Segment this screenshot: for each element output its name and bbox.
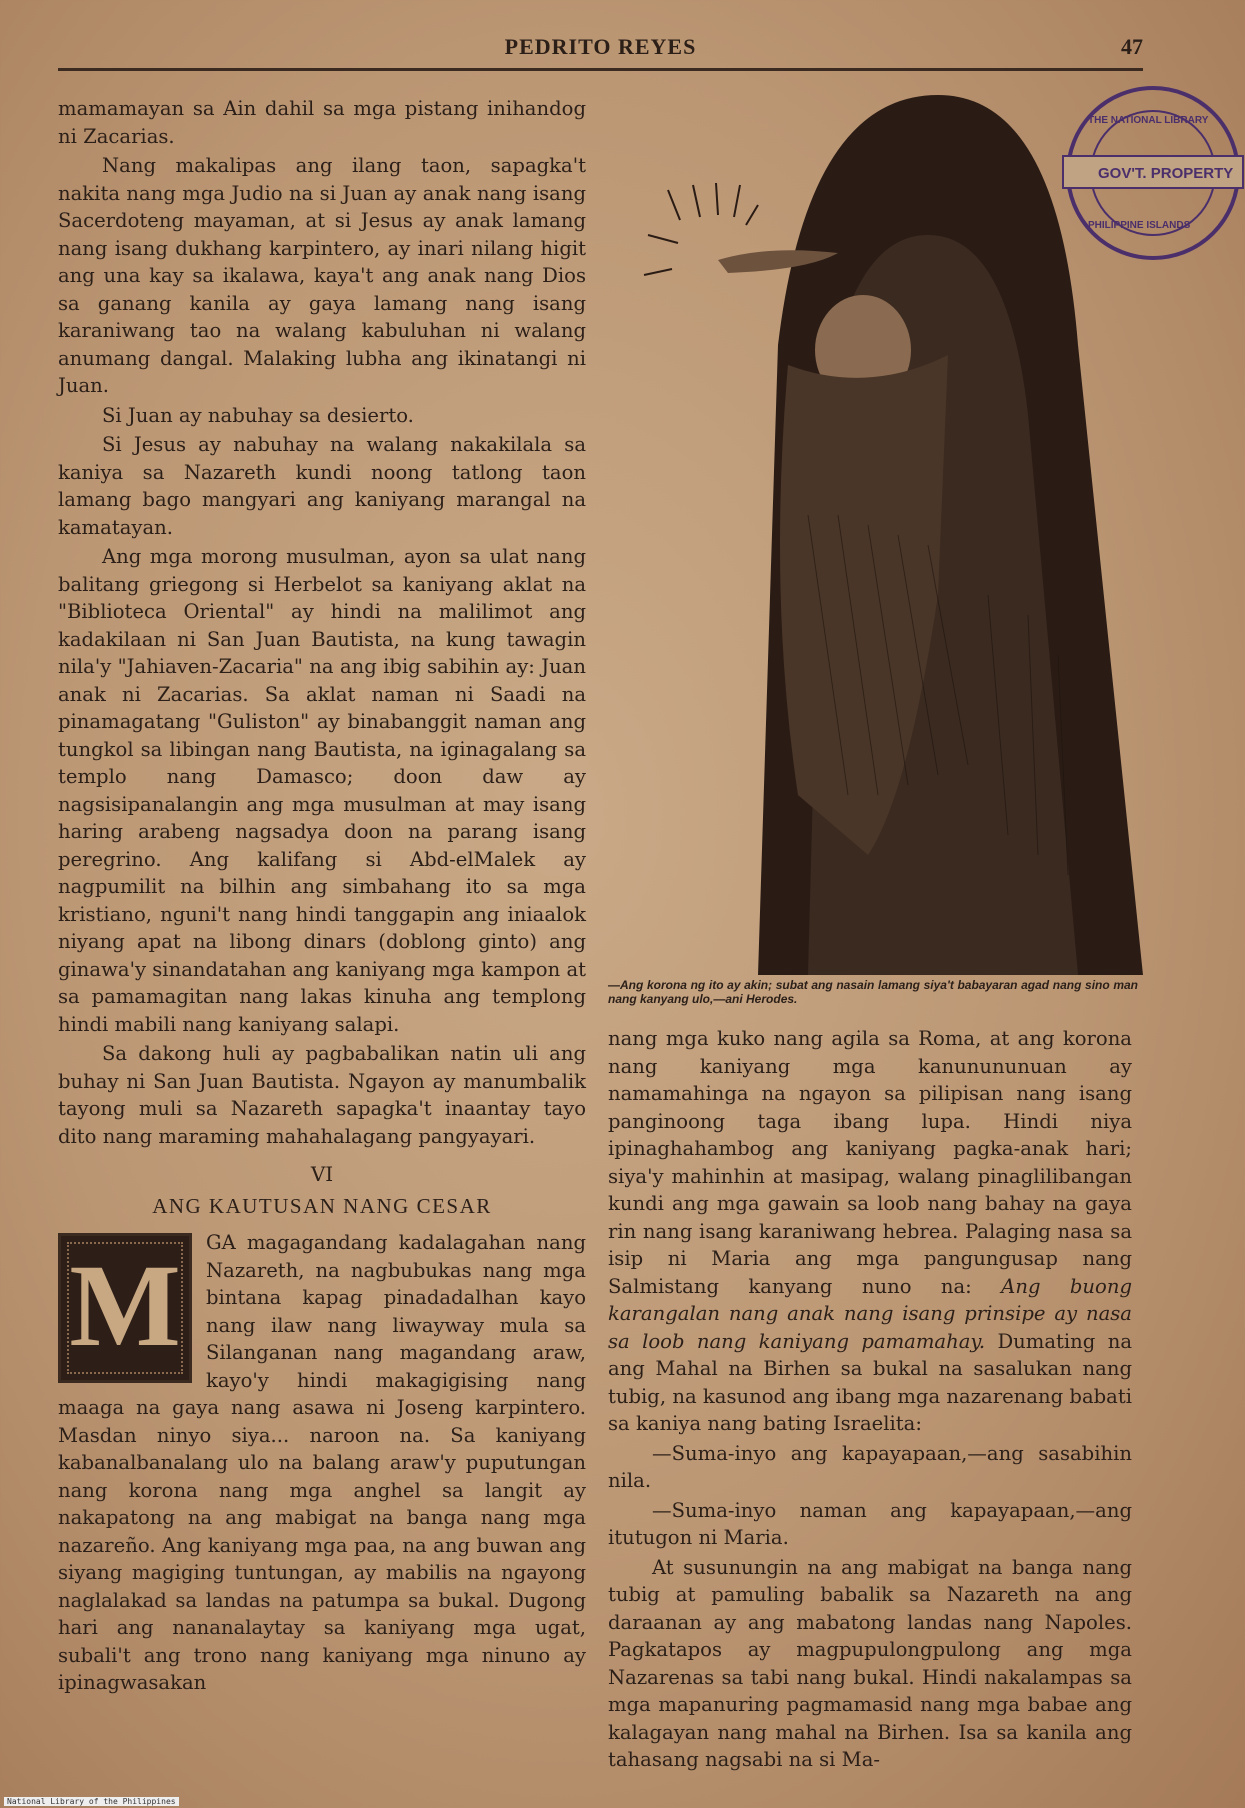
- page-number: 47: [1121, 34, 1143, 59]
- paragraph: Sa dakong huli ay pagbabalikan natin uli ang buhay ni San Juan Bautista. Ngayon ay manumbalik tayong muli sa Nazareth sapagka't inaantay tayo dito nang maraming mahahalagang pangyayari.: [58, 1042, 586, 1148]
- paragraph: At susunungin na ang mabigat na banga nang tubig at pamuling babalik sa Nazareth na ang daraanan ay ang mabatong landas nang Napoles. Pagkatapos ay magpupulongpulong ang mga Nazarenas sa tabi nang bukal. Hindi nakalampas sa mga mapanuring pagmamasid nang mga babae ang kalagayan nang mahal na Birhen. Isa sa kanila ang tahasang nagsabi na si Ma-: [608, 1555, 1132, 1771]
- ornamental-dropcap: [58, 1233, 192, 1383]
- section-number: VI: [310, 1162, 334, 1186]
- illustration-caption: —Ang korona ng ito ay akin; subat ang nasain lamang siya't babayaran agad nang sino man nang kanyang ulo,—ani Herodes.: [608, 978, 1138, 1006]
- paragraph: Ang mga morong musulman, ayon sa ulat nang balitang griegong si Herbelot sa kaniyang aklat na "Biblioteca Oriental" ay hindi na malilimot ang kadakilaan ni San Juan Bautista, na kung tawagin nila'y "Jahiaven-Zacaria" na ang ibig sabihin ay: Juan anak ni Zacarias. Sa aklat naman ni Saadi na pinamagatang "Guliston" ay binabanggit naman ang tungkol sa libingan nang Bautista, na iginagalang sa templo nang Damasco; doon daw ay nagsisipanalangin ang mga musulman at may isang haring arabeng nagsadya doon na parang isang peregrino. Ang kalifang si Abd-elMalek ay nagpumilit na bilhin ang simbahang ito sa mga kristiano, nguni't nang hindi tanggapin ang iniaalok niyang apat na libong dinars (doblong ginto) ang ginawa'y sinandatahan ang kaniyang mga kampon at sa pamamagitan nang lakas kinuha ang templong hindi mabili nang kaniyang salapi.: [58, 545, 586, 1036]
- running-title: PEDRITO REYES: [504, 34, 697, 59]
- left-column: [58, 95, 586, 1699]
- paragraph: Si Jesus ay nabuhay na walang nakakilala sa kaniya sa Nazareth kundi noong tatlong taon lamang bago mangyari ang kaniyang marangal na kamatayan.: [58, 433, 586, 539]
- psalm-quote: Ang buong karangalan nang anak nang isang prinsipe ay nasa sa loob nang kaniyang pamamahay.: [608, 1274, 1132, 1353]
- stamp-text-top: THE NATIONAL LIBRARY: [1088, 115, 1209, 126]
- dropcap-letter: M: [69, 1240, 181, 1371]
- paragraph-text: nang mga kuko nang agila sa Roma, at ang korona nang kaniyang mga kanunununuan ay namamahinga na ngayon sa pilipisan nang isang panginoong taga ibang lupa. Hindi niya ipinaghahambog ang kaniyang pagka-anak hari; siya'y mahinhin at masipag, walang pinaglilibangan kundi ang mga gawain sa loob nang bahay na gaya rin nang isang karaniwang hebrea. Palaging nasa sa isip ni Maria ang mga pangungusap nang Salmistang kanyang nuno na:: [608, 1027, 1132, 1298]
- library-stamp: [1058, 78, 1245, 268]
- paragraph: —Suma-inyo naman ang kapayapaan,—ang itutugon ni Maria.: [608, 1498, 1132, 1549]
- paragraph-text: Dumating na ang Mahal na Birhen sa bukal na sasalukan nang tubig, na kasunod ang ibang mga nazarenang babati sa kaniya nang bating Israelita:: [608, 1329, 1132, 1435]
- page-header: [58, 30, 1143, 70]
- paragraph: GA magagandang kadalagahan nang Nazareth, na nagbubukas nang mga bintana kapag pinadadalhan kayo nang ilaw nang liwayway mula sa Silanganan nang magandang araw, kayo'y hindi makagigising nang maaga na gaya nang asawa ni Joseng karpintero. Masdan ninyo siya... naroon na. Sa kaniyang kabanalbanalang ulo na balang araw'y puputungan nang korona nang mga anghel sa langit ay nakapatong na ang mabigat na banga nang mga nazareño. Ang kaniyang mga paa, na ang buwan ang siyang magiging tuntungan, ay mabilis na ngayong naglalakad sa landas na patumpa sa bukal. Dugong hari ang nananalaytay sa kaniyang mga ugat, subali't ang trono nang kaniyang mga ninuno ay ipinagwasakan: [58, 1231, 586, 1694]
- section-title: ANG KAUTUSAN NANG CESAR: [152, 1194, 492, 1218]
- stamp-text-bottom: PHILIPPINE ISLANDS: [1088, 220, 1191, 231]
- paragraph: Si Juan ay nabuhay sa desierto.: [102, 403, 414, 427]
- paragraph: mamamayan sa Ain dahil sa mga pistang inihandog ni Zacarias.: [58, 97, 586, 148]
- paragraph: Nang makalipas ang ilang taon, sapagka't nakita nang mga Judio na si Juan ay anak nang isang Sacerdoteng mayaman, at si Jesus ay anak lamang nang isang dukhang karpintero, ay inari nilang higit ang una kay sa ikalawa, kaya't ang anak nang Dios sa ganang kanila ay gaya lamang nang isang karaniwang tao na walang kabuluhan ni walang anumang dangal. Malaking lubha ang ikinatangi ni Juan.: [58, 154, 586, 397]
- stamp-text-middle: GOV'T. PROPERTY: [1098, 165, 1234, 182]
- paragraph: —Suma-inyo ang kapayapaan,—ang sasabihin nila.: [608, 1441, 1132, 1492]
- section-body: [58, 1229, 586, 1697]
- paragraph: [608, 1025, 1132, 1438]
- footer-credit: National Library of the Philippines: [4, 1797, 179, 1806]
- header-rule: [58, 68, 1143, 71]
- right-column: [608, 1025, 1132, 1776]
